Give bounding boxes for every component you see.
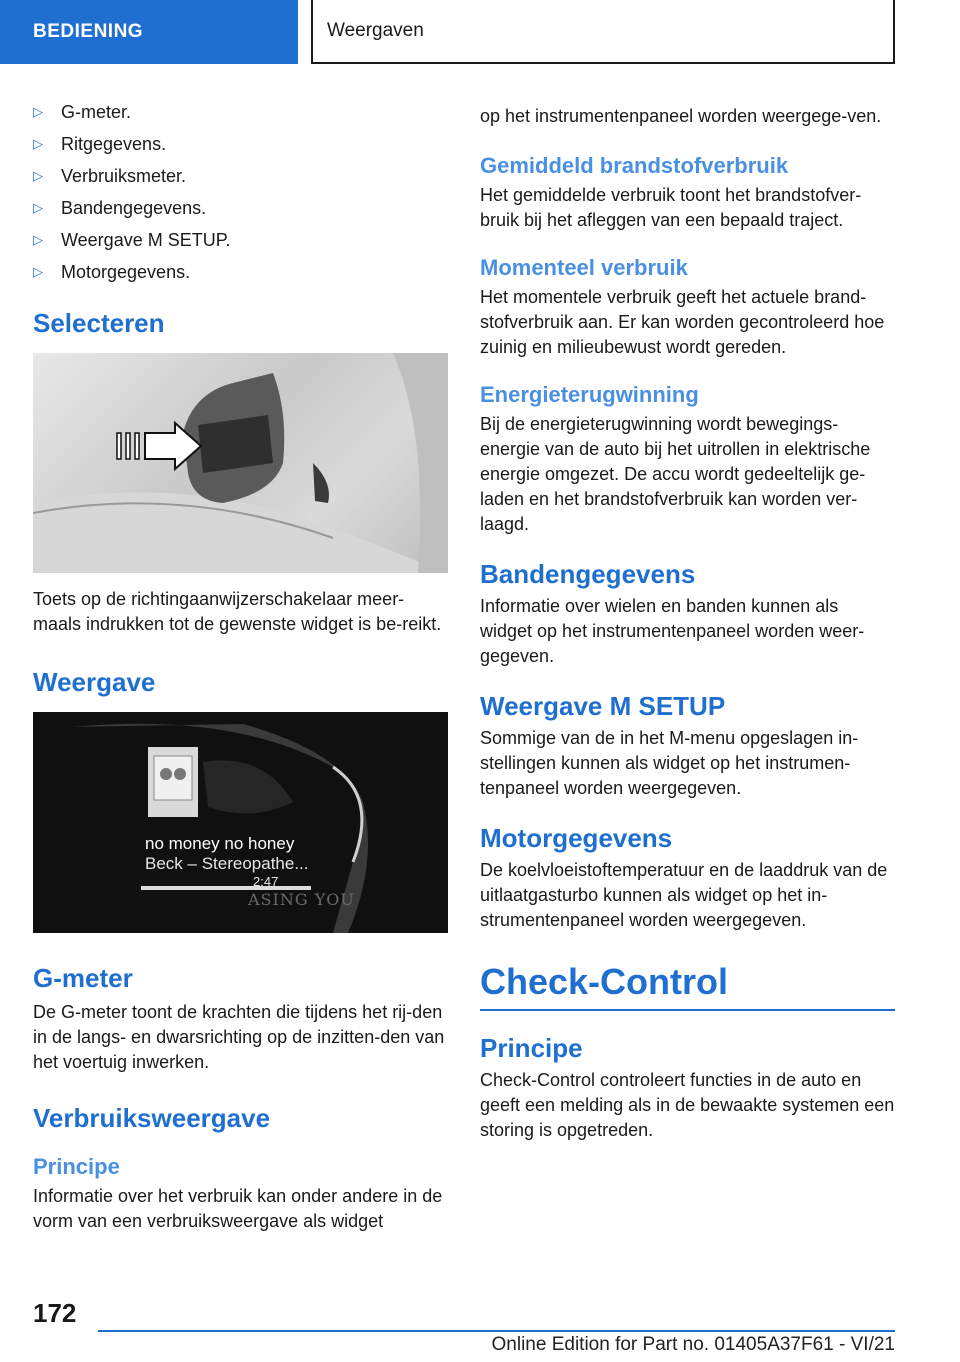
check-control-rule <box>480 1009 895 1011</box>
selecteren-heading: Selecteren <box>33 308 165 338</box>
list-item: ▷ Motorgegevens. <box>33 256 448 288</box>
section-tab: BEDIENING <box>0 0 298 64</box>
gmeter-heading: G-meter <box>33 963 133 993</box>
motorgegevens-heading: Motorgegevens <box>480 823 673 853</box>
page-number: 172 <box>33 1298 77 1328</box>
momenteel-text: Het momentele verbruik geeft het actuele brand-stofverbruik aan. Er kan worden gecontroleerd hoe zuinig en milieubewust wordt gereden. <box>480 287 885 357</box>
momenteel-heading: Momenteel verbruik <box>480 255 688 280</box>
display-artist: Beck – Stereopathe... <box>145 854 309 873</box>
instrument-display-image <box>33 712 448 933</box>
principe-text: Informatie over het verbruik kan onder andere in de vorm van een verbruiksweergave als widget <box>33 1186 443 1231</box>
list-item: ▷ Bandengegevens. <box>33 192 448 224</box>
footer-rule <box>98 1330 895 1332</box>
feature-list <box>33 96 448 288</box>
msetup-heading: Weergave M SETUP <box>480 691 726 721</box>
check-control-heading: Check-Control <box>480 961 729 1002</box>
check-principe-heading: Principe <box>480 1033 583 1063</box>
display-background-text: ASING YOU <box>248 890 355 909</box>
triangle-bullet-icon: ▷ <box>33 136 43 151</box>
triangle-bullet-icon: ▷ <box>33 168 43 183</box>
chapter-tab: Weergaven <box>311 0 895 64</box>
motorgegevens-text: De koelvloeistoftemperatuur en de laaddruk van de uitlaatgasturbo kunnen als widget op het in-strumentenpaneel worden weergegeven. <box>480 860 888 930</box>
triangle-bullet-icon: ▷ <box>33 104 43 119</box>
verbruik-heading: Verbruiksweergave <box>33 1103 271 1133</box>
msetup-text: Sommige van de in het M-menu opgeslagen in-stellingen kunnen als widget op het instrumen-tenpaneel worden weergegeven. <box>480 728 859 798</box>
gemiddeld-heading: Gemiddeld brandstofverbruik <box>480 153 789 178</box>
list-item: ▷ Verbruiksmeter. <box>33 160 448 192</box>
list-item: ▷ Weergave M SETUP. <box>33 224 448 256</box>
display-song-title: no money no honey <box>145 834 295 853</box>
edition-footer: Online Edition for Part no. 01405A37F61 - VI/21 <box>491 1334 895 1355</box>
list-item: ▷ Ritgegevens. <box>33 128 448 160</box>
check-principe-text: Check-Control controleert functies in de auto en geeft een melding als in de bewaakte systemen een storing is opgetreden. <box>480 1070 895 1140</box>
left-column <box>33 96 448 1234</box>
triangle-bullet-icon: ▷ <box>33 232 43 247</box>
display-time: 2:47 <box>253 874 279 889</box>
turn-signal-lever-image <box>33 353 448 573</box>
bandengegevens-text: Informatie over wielen en banden kunnen als widget op het instrumentenpaneel worden weer-gegeven. <box>480 596 865 666</box>
selecteren-text: Toets op de richtingaanwijzerschakelaar meer-maals indrukken tot de gewenste widget is be-reikt. <box>33 589 442 634</box>
energie-heading: Energieterugwinning <box>480 382 699 407</box>
principe-heading: Principe <box>33 1154 120 1179</box>
weergave-heading: Weergave <box>33 667 156 697</box>
triangle-bullet-icon: ▷ <box>33 264 43 279</box>
right-column <box>480 96 895 1143</box>
gmeter-text: De G-meter toont de krachten die tijdens het rij-den in de langs- en dwarsrichting op de inzitten-den van het voertuig inwerken. <box>33 1002 445 1072</box>
continued-text: op het instrumentenpaneel worden weergege-ven. <box>480 106 882 126</box>
triangle-bullet-icon: ▷ <box>33 200 43 215</box>
energie-text: Bij de energieterugwinning wordt bewegings-energie van de auto bij het uitrollen in elektrische energie omgezet. De accu wordt gedeeltelijk ge-laden en het brandstofverbruik kan worden ver-laagd. <box>480 414 871 534</box>
gemiddeld-text: Het gemiddelde verbruik toont het brandstofver-bruik bij het afleggen van een bepaald traject. <box>480 185 862 230</box>
bandengegevens-heading: Bandengegevens <box>480 559 696 589</box>
list-item: ▷ G-meter. <box>33 96 448 128</box>
